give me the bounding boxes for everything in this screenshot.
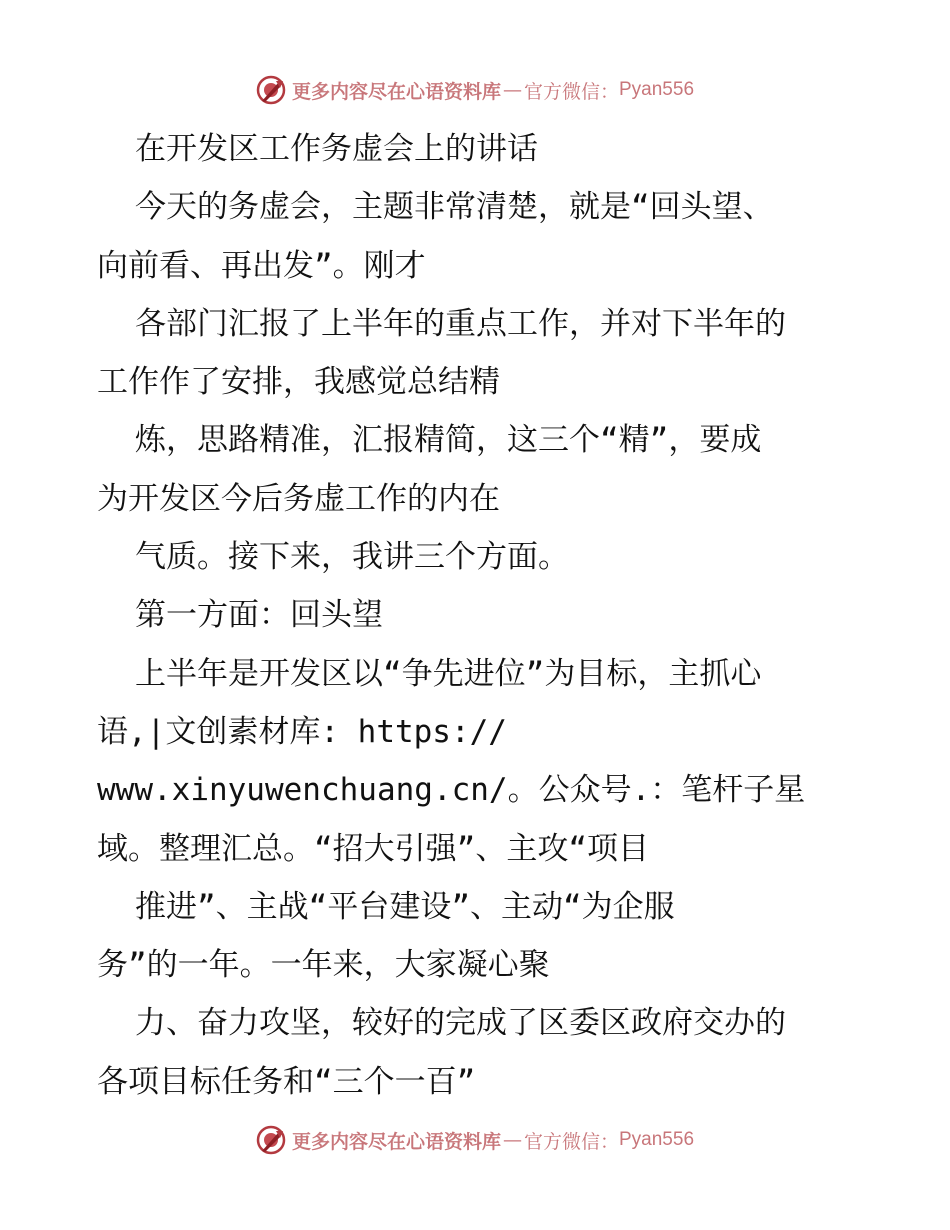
text-line: 力、奋力攻坚，较好的完成了区委区政府交办的 <box>135 1005 786 1042</box>
text-line: 向前看、再出发”。刚才 <box>97 247 426 284</box>
banner-wechat-label: 官方微信： <box>523 80 619 103</box>
banner-dash: — <box>502 1129 522 1151</box>
banner-wechat-id: Pyan556 <box>619 79 695 100</box>
text-line: 各项目标任务和“三个一百” <box>97 1063 476 1100</box>
text-line: www.xinyuwenchuang.cn/。公众号.：笔杆子星 <box>97 772 806 809</box>
banner-wechat-label: 官方微信： <box>523 1130 619 1153</box>
text-line: 推进”、主战“平台建设”、主动“为企服 <box>135 888 675 925</box>
text-line: 炼，思路精准，汇报精简，这三个“精”，要成 <box>135 422 762 459</box>
header-watermark-banner <box>0 70 950 110</box>
footer-watermark-banner <box>0 1120 950 1160</box>
text-line: 工作作了安排，我感觉总结精 <box>97 364 500 401</box>
text-line: 为开发区今后务虚工作的内在 <box>97 480 500 517</box>
text-line: 上半年是开发区以“争先进位”为目标，主抓心 <box>135 655 762 692</box>
banner-wechat-id: Pyan556 <box>619 1129 695 1150</box>
section-heading-line: 第一方面：回头望 <box>135 597 383 634</box>
text-line: 各部门汇报了上半年的重点工作，并对下半年的 <box>135 305 786 342</box>
banner-dash: — <box>502 79 522 101</box>
text-line: 语,|文创素材库: https:// <box>97 713 507 750</box>
text-line: 域。整理汇总。“招大引强”、主攻“项目 <box>97 830 649 867</box>
document-body <box>97 120 857 1111</box>
banner-promo-text: 更多内容尽在心语资料库 <box>291 80 501 103</box>
quill-logo-icon <box>256 75 286 105</box>
banner-promo-text: 更多内容尽在心语资料库 <box>291 1130 501 1153</box>
quill-logo-icon <box>256 1125 286 1155</box>
text-line: 气质。接下来，我讲三个方面。 <box>135 539 569 576</box>
text-line: 今天的务虚会，主题非常清楚，就是“回头望、 <box>135 189 774 226</box>
text-line: 务”的一年。一年来，大家凝心聚 <box>97 947 550 984</box>
document-title-line: 在开发区工作务虚会上的讲话 <box>135 131 538 167</box>
